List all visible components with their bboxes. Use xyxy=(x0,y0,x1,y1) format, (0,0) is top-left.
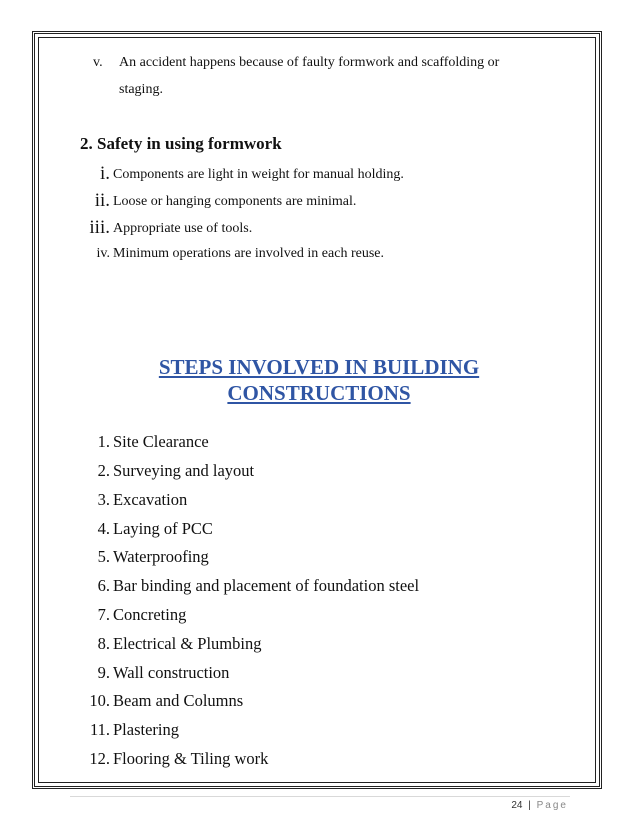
list-item-number: ii. xyxy=(94,190,110,211)
list-item-number: 12. xyxy=(89,749,110,768)
list-item-text: Surveying and layout xyxy=(113,461,255,480)
list-item-number: 3. xyxy=(97,490,110,509)
list-item-text: Minimum operations are involved in each reuse. xyxy=(113,246,384,261)
list-item-text: An accident happens because of faulty formwork and scaffolding or xyxy=(119,55,500,70)
list-item-text: Laying of PCC xyxy=(113,519,213,538)
list-item-text: Site Clearance xyxy=(113,432,209,451)
list-item-text: Wall construction xyxy=(113,663,230,682)
list-item-text: Excavation xyxy=(113,490,188,509)
page-number: 24 xyxy=(511,800,523,811)
page-title-line2: CONSTRUCTIONS xyxy=(227,381,411,405)
list-item-text: Bar binding and placement of foundation steel xyxy=(113,576,420,595)
list-item-number: 4. xyxy=(97,519,110,538)
list-item-number: 2. xyxy=(97,461,110,480)
page-title-line1: STEPS INVOLVED IN BUILDING xyxy=(158,355,480,379)
list-item-number: 10. xyxy=(89,691,110,710)
list-item-text: Beam and Columns xyxy=(113,691,244,710)
list-item-number: iv. xyxy=(96,246,110,261)
footer-divider xyxy=(70,796,570,797)
list-item-text: Waterproofing xyxy=(113,547,209,566)
page-title xyxy=(60,354,578,406)
list-item-number: 6. xyxy=(97,576,110,595)
list-item-number: 8. xyxy=(97,634,110,653)
list-item-text-continued: staging. xyxy=(119,82,163,97)
list-item-text: Concreting xyxy=(113,605,187,624)
list-item-number: 1. xyxy=(97,432,110,451)
list-item-number: 5. xyxy=(97,547,110,566)
list-item-number: i. xyxy=(99,163,110,184)
list-item-text: Loose or hanging components are minimal. xyxy=(113,194,357,209)
list-item-number: iii. xyxy=(89,217,110,238)
list-item-number: 9. xyxy=(97,663,110,682)
page-label: Page xyxy=(536,800,568,811)
section-heading: 2. Safety in using formwork xyxy=(80,134,282,153)
page-footer xyxy=(511,800,568,811)
list-item-text: Plastering xyxy=(113,720,179,739)
list-item-text: Appropriate use of tools. xyxy=(113,221,253,236)
list-item-text: Components are light in weight for manual holding. xyxy=(113,167,404,182)
list-item-number: v. xyxy=(93,55,103,70)
list-item-text: Flooring & Tiling work xyxy=(113,749,269,768)
list-item-number: 7. xyxy=(97,605,110,624)
list-item-text: Electrical & Plumbing xyxy=(113,634,262,653)
footer-separator: | xyxy=(528,800,531,811)
list-item-number: 11. xyxy=(89,720,110,739)
